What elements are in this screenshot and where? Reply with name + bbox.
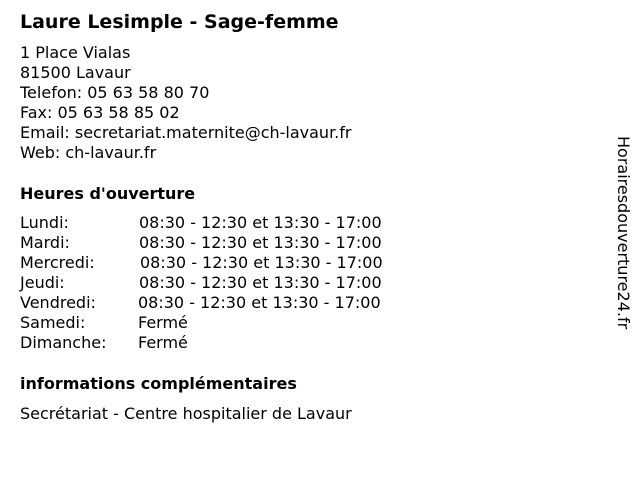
- time-value: 08:30 - 12:30 et 13:30 - 17:00: [139, 233, 382, 252]
- day-label: Lundi:: [20, 213, 69, 232]
- info-heading: informations complémentaires: [20, 374, 297, 393]
- fax-number: Fax: 05 63 58 85 02: [20, 103, 180, 122]
- time-value: Fermé: [138, 333, 188, 352]
- day-label: Vendredi:: [20, 293, 96, 312]
- time-value: 08:30 - 12:30 et 13:30 - 17:00: [140, 253, 383, 272]
- day-label: Samedi:: [20, 313, 86, 332]
- time-value: Fermé: [138, 313, 188, 332]
- site-watermark: Horairesdouverture24.fr: [614, 136, 633, 330]
- hours-heading: Heures d'ouverture: [20, 184, 196, 203]
- page-title: Laure Lesimple - Sage-femme: [20, 11, 339, 33]
- address-city: 81500 Lavaur: [20, 63, 131, 82]
- time-value: 08:30 - 12:30 et 13:30 - 17:00: [138, 293, 381, 312]
- day-label: Mercredi:: [20, 253, 95, 272]
- day-label: Dimanche:: [20, 333, 107, 352]
- info-text: Secrétariat - Centre hospitalier de Lavaur: [20, 404, 352, 423]
- day-label: Mardi:: [20, 233, 70, 252]
- contact-block: [20, 43, 351, 163]
- website: Web: ch-lavaur.fr: [20, 143, 157, 162]
- day-label: Jeudi:: [20, 273, 65, 292]
- phone-number: Telefon: 05 63 58 80 70: [20, 83, 210, 102]
- email-address: Email: secretariat.maternite@ch-lavaur.fr: [20, 123, 352, 142]
- time-value: 08:30 - 12:30 et 13:30 - 17:00: [139, 273, 382, 292]
- time-value: 08:30 - 12:30 et 13:30 - 17:00: [139, 213, 382, 232]
- address-street: 1 Place Vialas: [20, 43, 131, 62]
